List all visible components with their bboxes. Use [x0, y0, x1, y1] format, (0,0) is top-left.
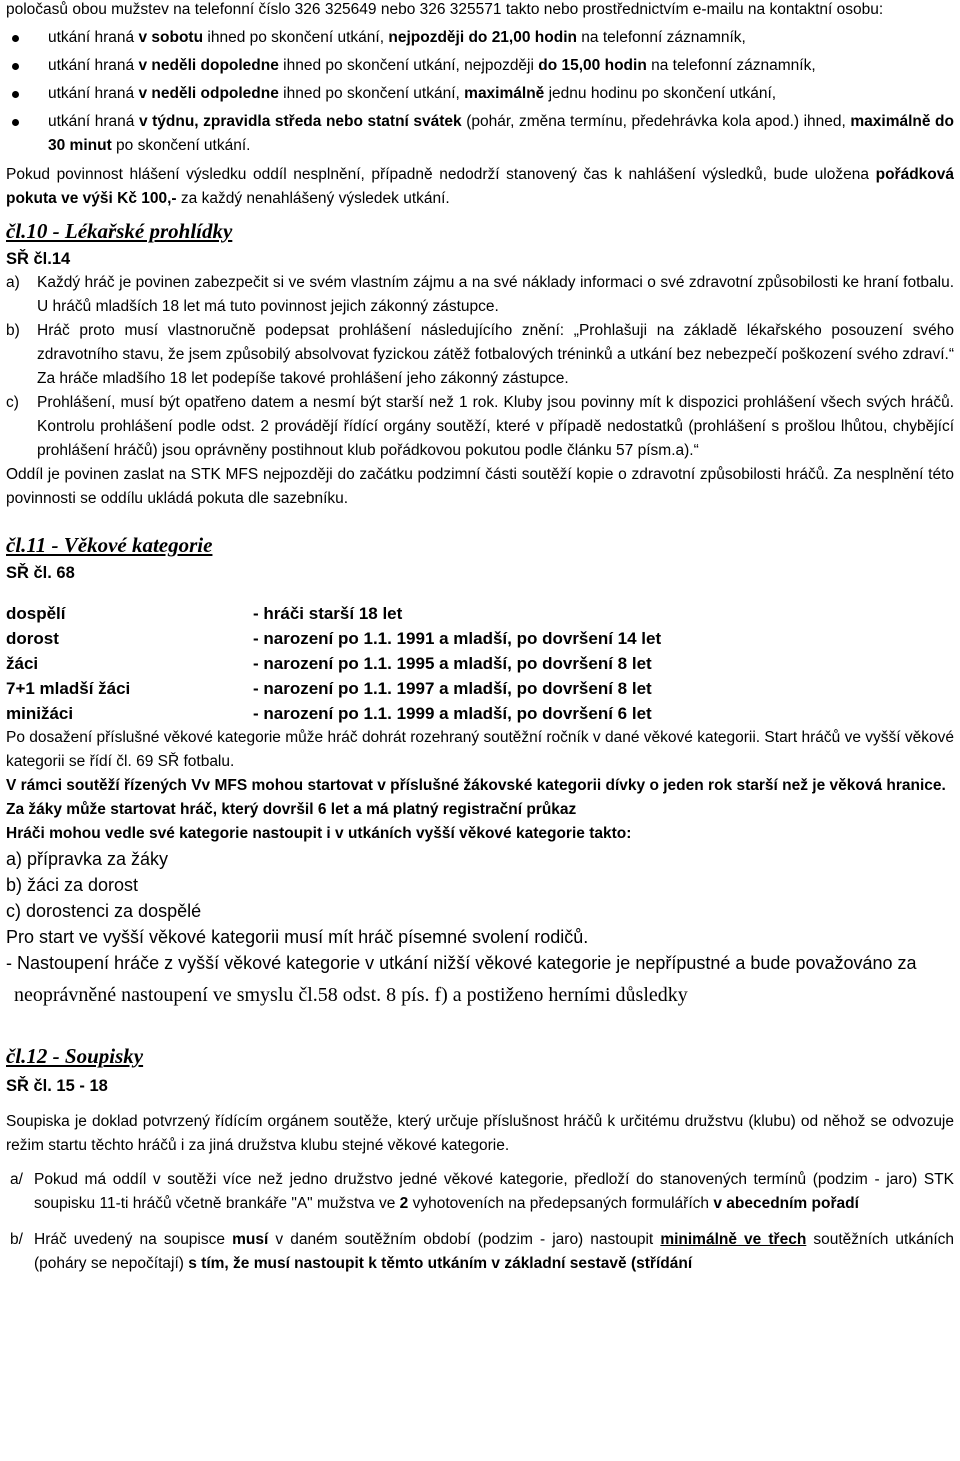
- age-category-row: dorost - narození po 1.1. 1991 a mladší, po dovršení 14 let: [6, 628, 662, 648]
- option-c: c) dorostenci za dospělé: [6, 901, 202, 921]
- consequence-note: neoprávněné nastoupení ve smyslu čl.58 odst. 8 pís. f) a postiženo herními důsledky: [14, 984, 688, 1006]
- restriction-note: - Nastoupení hráče z vyšší věkové kategorie v utkání nižší věkové kategorie je nepřípustné a bude považováno za: [6, 953, 917, 973]
- section-10-heading: čl.10 - Lékařské prohlídky: [6, 219, 233, 243]
- age-category-row: 7+1 mladší žáci - narození po 1.1. 1997 a mladší, po dovršení 8 let: [6, 678, 652, 698]
- section-10-closing: Oddíl je povinen zaslat na STK MFS nejpozději do začátku podzimní části soutěží kopie o zdravotní způsobilosti hráčů. Za nesplnění této povinnosti se oddílu ukládá pokuta dle sazebníku.: [6, 466, 954, 507]
- deadline-item-sunday-afternoon: utkání hraná v neděli odpoledne ihned po skončení utkání, maximálně jednu hodinu po skončení utkání,: [6, 82, 954, 106]
- section-11-bold-higher: Hráči mohou vedle své kategorie nastoupit i v utkáních vyšší věkové kategorie takto:: [6, 825, 632, 842]
- deadline-item-saturday: utkání hraná v sobotu ihned po skončení utkání, nejpozději do 21,00 hodin na telefonní záznamník,: [6, 26, 954, 50]
- age-category-row: minižáci - narození po 1.1. 1999 a mladší, po dovršení 6 let: [6, 703, 652, 723]
- section-10-item-c: c) Prohlášení, musí být opatřeno datem a nesmí být starší než 1 rok. Kluby jsou povinny mít k dispozici prohlášení všech svých hráčů. Kontrolu prohlášení podle odst. 2 provádějí řídící orgány soutěží, které v případě nedostatků (prohlášení s prošlou lhůtou, chybějící prohlášení hráčů) jsou oprávněny postihnout klub pořádkovou pokutou podle článku 57 písm.a).“: [6, 394, 954, 459]
- section-10-item-b: b) Hráč proto musí vlastnoručně podepsat prohlášení následujícího znění: „Prohlašuji na základě lékařského posouzení svého zdravotního stavu, že jsem způsobilý absolvovat fyzickou zátěž fotbalových tréninků a utkání bez nebezpečí poškození svého zdraví.“ Za hráče mladšího 18 let podepíše takové prohlášení jeho zákonný zástupce.: [6, 322, 954, 387]
- section-11-bold-age6: Za žáky může startovat hráč, který dovršil 6 let a má platný registrační průkaz: [6, 801, 577, 818]
- section-11-rule-ref: SŘ čl. 68: [6, 564, 75, 582]
- section-12-item-b: b/ Hráč uvedený na soupisce musí v daném soutěžním období (podzim - jaro) nastoupit minimálně ve třech soutěžních utkáních (poháry se nepočítají) s tím, že musí nastoupit k těmto utkáním v základní sestavě (střídání: [10, 1231, 955, 1272]
- section-11-bold-girls: V rámci soutěží řízených Vv MFS mohou startovat v příslušné žákovské kategorii dívky o jeden rok starší než je věková hranice.: [6, 777, 946, 794]
- deadline-item-sunday-morning: utkání hraná v neděli dopoledne ihned po skončení utkání, nejpozději do 15,00 hodin na telefonní záznamník,: [6, 54, 954, 78]
- intro-paragraph: poločasů obou mužstev na telefonní číslo 326 325649 nebo 326 325571 takto nebo prostřednictvím e-mailu na kontaktní osobu:: [6, 1, 884, 18]
- section-11-heading: čl.11 - Věkové kategorie: [6, 533, 213, 557]
- deadline-item-weekday: utkání hraná v týdnu, zpravidla středa nebo statní svátek (pohár, změna termínu, předehrávka kola apod.) ihned, maximálně do 30 minut po skončení utkání.: [6, 110, 954, 158]
- option-b: b) žáci za dorost: [6, 875, 139, 895]
- deadline-list: [6, 26, 954, 158]
- consent-note: Pro start ve vyšší věkové kategorii musí mít hráč písemné svolení rodičů.: [6, 927, 589, 947]
- section-10-rule-ref: SŘ čl.14: [6, 250, 71, 268]
- age-category-table: [6, 601, 661, 726]
- age-category-row: dospělí - hráči starší 18 let: [6, 603, 403, 623]
- section-12-heading: čl.12 - Soupisky: [6, 1044, 144, 1068]
- section-12-item-a: a/ Pokud má oddíl v soutěži více než jedno družstvo jedné věkové kategorie, předloží do stanovených termínů (podzim - jaro) STK soupisku 11-ti hráčů včetně brankáře "A" mužstva ve 2 vyhotoveních na předepsaných formulářích v abecedním pořadí: [10, 1171, 954, 1212]
- section-12-rule-ref: SŘ čl. 15 - 18: [6, 1077, 108, 1095]
- section-10-item-a: a) Každý hráč je povinen zabezpečit si ve svém vlastním zájmu a na své náklady informaci o své zdravotní způsobilosti ke hraní fotbalu. U hráčů mladších 18 let má tuto povinnost jejich zákonný zástupce.: [6, 274, 954, 315]
- age-category-row: žáci - narození po 1.1. 1995 a mladší, po dovršení 8 let: [6, 653, 652, 673]
- document-page: [6, 0, 954, 1276]
- penalty-paragraph: Pokud povinnost hlášení výsledku oddíl nesplnění, případně nedodrží stanovený čas k nahlášení výsledků, bude uložena pořádková pokuta ve výši Kč 100,- za každý nenahlášený výsledek utkání.: [6, 166, 954, 207]
- section-12-intro: Soupiska je doklad potvrzený řídícím orgánem soutěže, který určuje příslušnost hráčů k určitému družstvu (klubu) od něhož se odvozuje režim startu těchto hráčů i za jiná družstva klubu stejné věkové kategorie.: [6, 1113, 954, 1154]
- section-11-after: Po dosažení příslušné věkové kategorie může hráč dohrát rozehraný soutěžní ročník v dané věkové kategorii. Start hráčů ve vyšší věkové kategorii se řídí čl. 69 SŘ fotbalu.: [6, 729, 954, 770]
- option-a: a) přípravka za žáky: [6, 849, 169, 869]
